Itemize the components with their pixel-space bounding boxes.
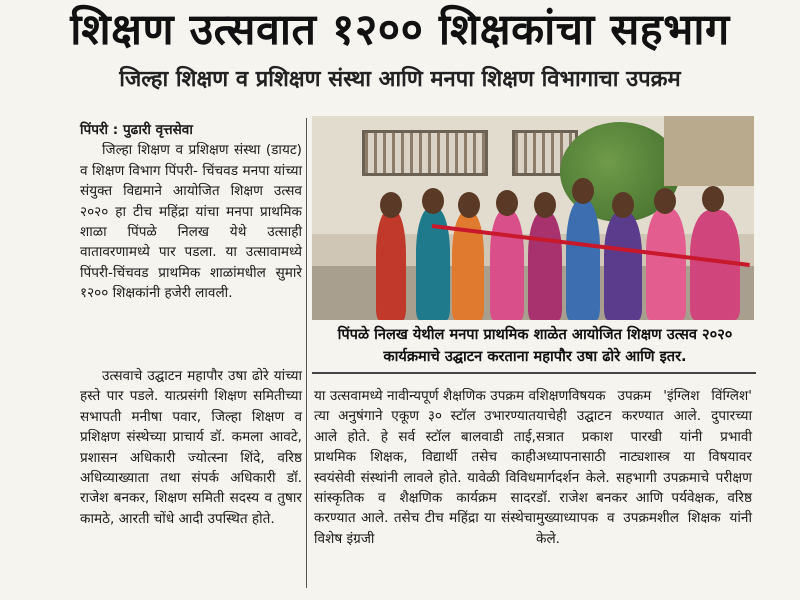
photo-head [612,192,634,218]
photo-head [496,190,518,216]
photo-person [566,200,600,320]
paragraph-2: उत्सवाचे उद्घाटन महापौर उषा ढोरे यांच्या हस्ते पार पडले. यात्प्रसंगी शिक्षण समितीच्या सभापती मनीषा पवार, जिल्हा शिक्षण व प्रशिक्षण संस्थेच्या प्राचार्य डॉ. कमला आवटे, प्रशासन अधिकारी ज्योत्स्ना शिंदे, वरिष्ठ अधिव्याख्याता तथा संपर्क अधिकारी डॉ. राजेश बनकर, शिक्षण समिती सदस्य व तुषार कामठे, आरती चोंधे आदी उपस्थित होते. [80,368,302,527]
article-column-1 [80,120,302,304]
caption-rule [312,372,756,374]
article-column-2 [80,366,302,529]
paragraph-3: या उत्सवामध्ये नावीन्यपूर्ण शैक्षणिक उपक्रम व त्या अनुषंगाने एकूण ३० स्टॉल उभारण्यात आले होते. हे सर्व स्टॉल बालवाडी ताई, प्राथमिक शिक्षक, विद्यार्थी तसेच काही स्वयंसेवी संस्थांनी लावले होते. यावेळी विविध सांस्कृतिक व शैक्षणिक कार्यक्रम सादर करण्यात आले. तसेच टीच महिंद्रा या संस्थेचा विशेष इंग्रजी [314,388,536,547]
photo-person [528,212,562,320]
subheadline: जिल्हा शिक्षण व प्रशिक्षण संस्था आणि मनपा शिक्षण विभागाचा उपक्रम [119,67,681,92]
photo-roof [664,116,754,186]
photo-person [490,210,524,320]
photo-person [604,212,642,320]
photo-head [654,188,676,214]
news-photo [312,116,754,320]
headline: शिक्षण उत्सवात १२०० शिक्षकांचा सहभाग [70,5,730,55]
paragraph-1: जिल्हा शिक्षण व प्रशिक्षण संस्था (डायट) व शिक्षण विभाग पिंपरी- चिंचवड मनपा यांच्या संयुक्त विद्यमाने आयोजित शिक्षण उत्सव २०२० हा टीच महिंद्रा यांचा मनपा प्राथमिक शाळा पिंपळे निलख येथे उत्साही वातावरणामध्ये पार पडला. या उत्सावामध्ये पिंपरी-चिंचवड प्राथमिक शाळांमधील सुमारे १२०० शिक्षकांनी हजेरी लावली. [80,142,302,302]
article-column-4 [536,386,752,549]
photo-head [422,188,444,214]
article-column-3 [314,386,536,549]
photo-head [572,178,594,204]
photo-head [380,192,402,218]
photo-head [702,186,724,212]
paragraph-4: शिक्षणविषयक उपक्रम 'इंग्लिश विंग्लिश' याचेही उद्घाटन करण्यात आले. दुपारच्या सत्रात प्रकाश पारखी यांनी प्रभावी अध्यापनासाठी नाट्यशास्त्र या विषयावर मार्गदर्शन केले. सहभागी उपक्रमाचे परीक्षण डॉ. राजेश बनकर आणि पर्यवेक्षक, वरिष्ठ मुख्याध्यापक व उपक्रमशील शिक्षक यांनी केले. [536,388,752,547]
photo-caption: पिंपळे निलख येथील मनपा प्राथमिक शाळेत आयोजित शिक्षण उत्सव २०२० कार्यक्रमाचे उद्घाटन करताना महापौर उषा ढोरे आणि इतर. [337,326,733,365]
photo-head [534,192,556,218]
photo-person [646,208,686,320]
dateline: पिंपरी : पुढारी वृत्तसेवा [80,122,193,138]
photo-person [376,210,406,320]
column-divider [306,118,307,588]
photo-window [362,130,488,176]
photo-head [458,192,480,218]
